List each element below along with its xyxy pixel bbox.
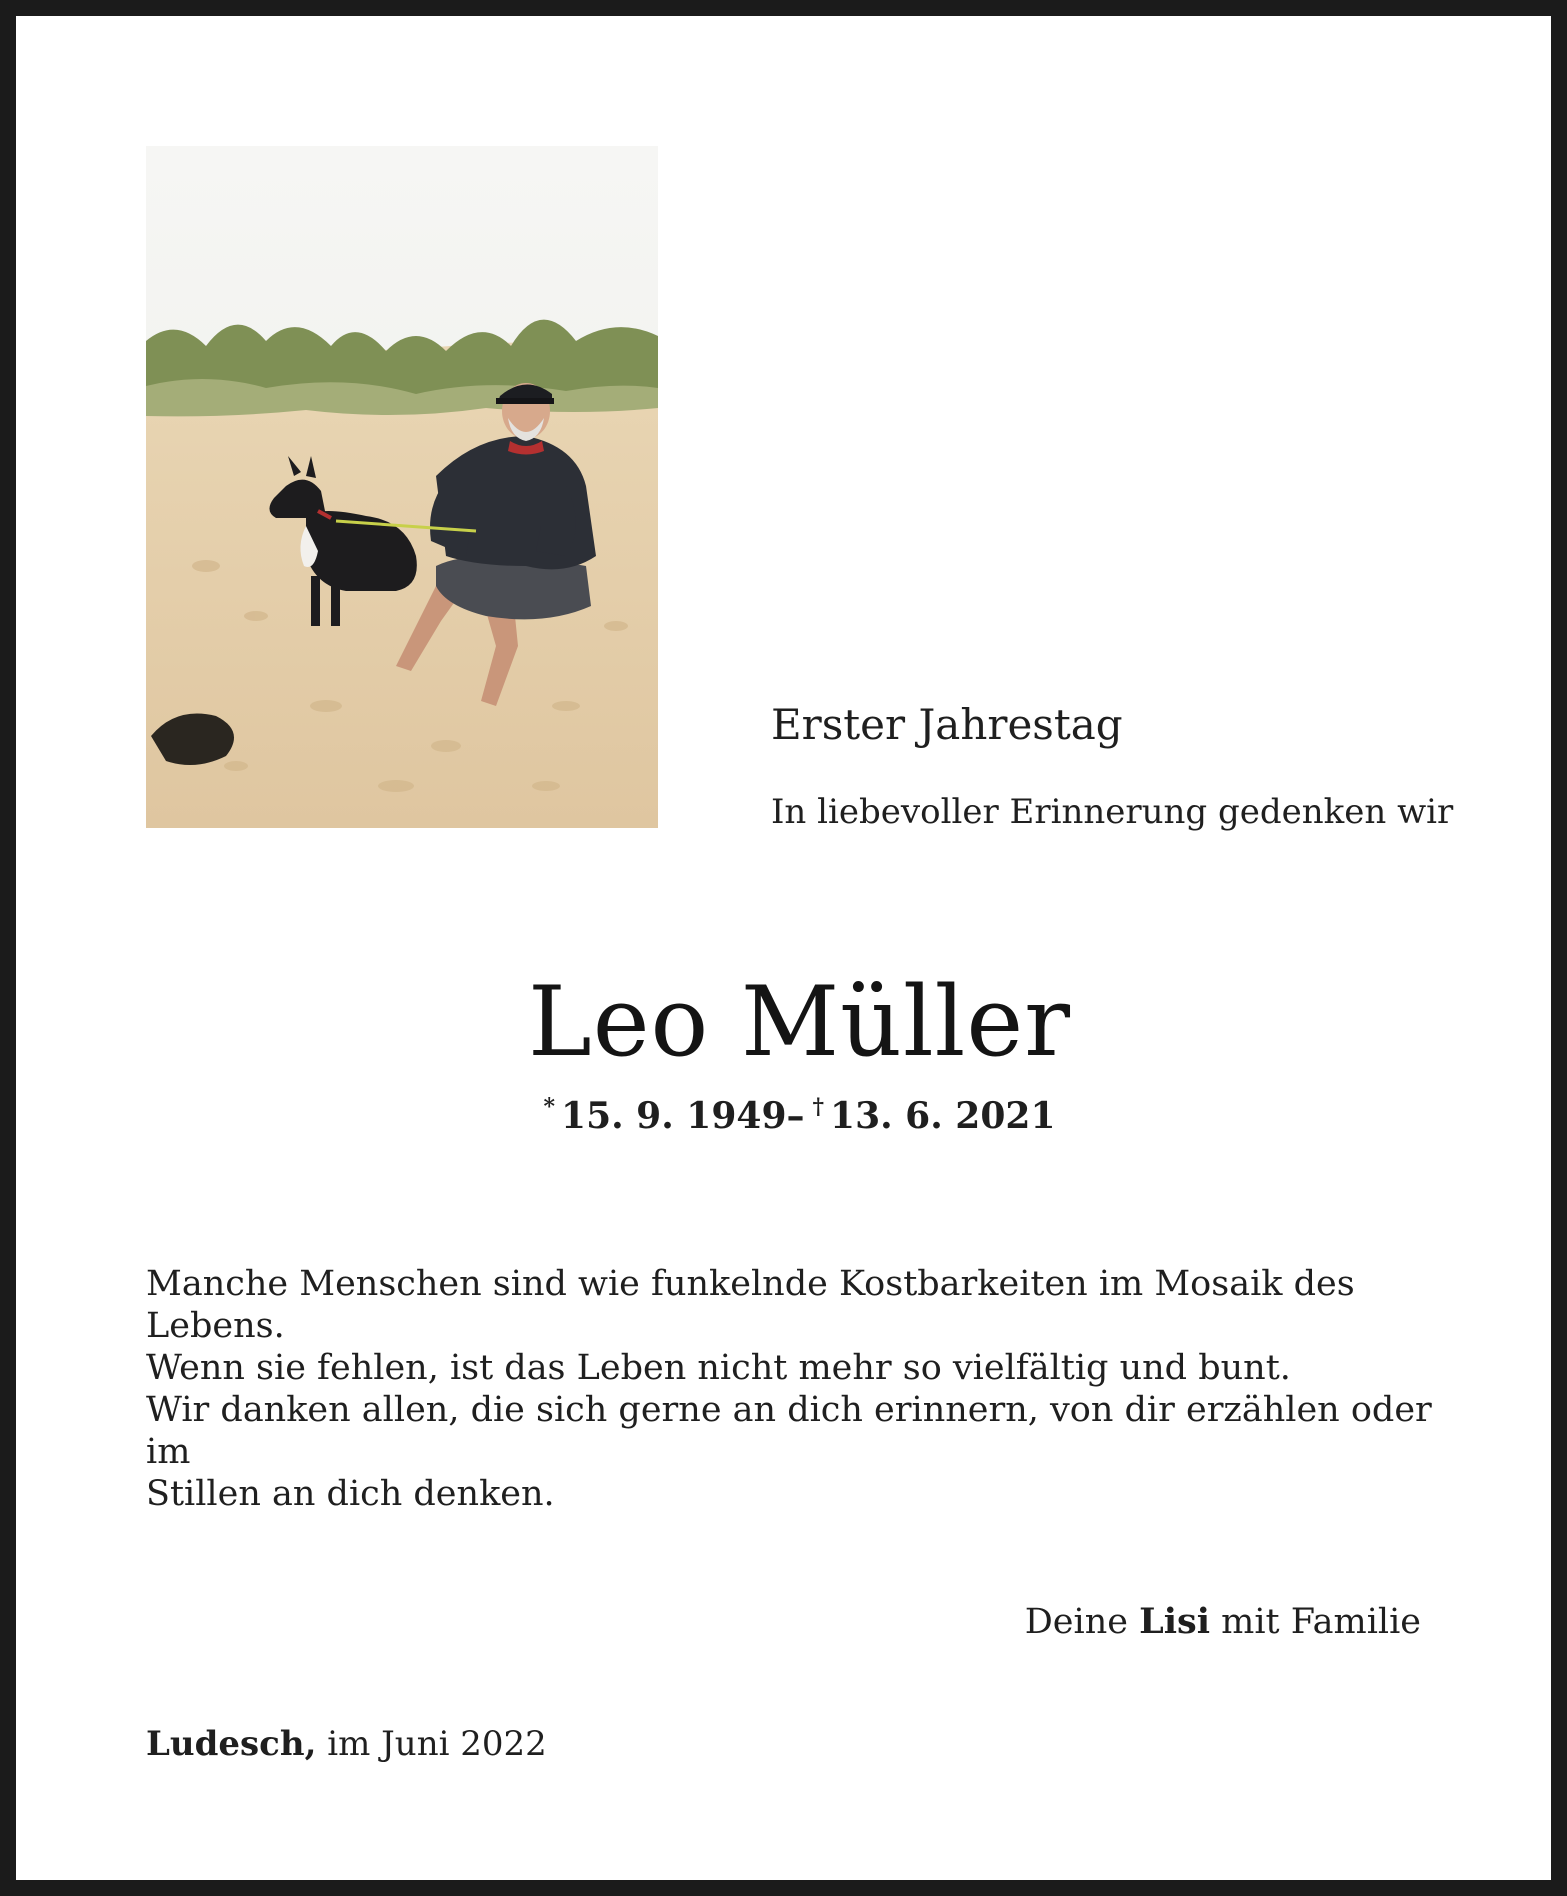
birth-date: 15. 9. 1949 — [561, 1095, 787, 1137]
paragraph-line: Stillen an dich denken. — [146, 1474, 555, 1514]
paragraph-quote — [146, 1263, 1456, 1389]
life-dates — [16, 1094, 1567, 1137]
paragraph-line: Wenn sie fehlen, ist das Leben nicht mehr so vielfältig und bunt. — [146, 1348, 1291, 1388]
paragraph-line: Manche Menschen sind wie funkelnde Kostbarkeiten im Mosaik des Lebens. — [146, 1264, 1355, 1346]
signature-name: Lisi — [1139, 1601, 1211, 1642]
signature-prefix: Deine — [1024, 1602, 1128, 1642]
place-and-date — [146, 1724, 547, 1764]
signature-suffix: mit Familie — [1221, 1602, 1421, 1642]
paragraph-thanks — [146, 1389, 1456, 1515]
intro-line: In liebevoller Erinnerung gedenken wir — [771, 792, 1454, 832]
signature — [1025, 1601, 1421, 1642]
death-cross-symbol: † — [812, 1094, 825, 1120]
paragraph-line: Wir danken allen, die sich gerne an dich erinnern, von dir erzählen oder im — [146, 1390, 1432, 1472]
date-separator: – — [786, 1095, 805, 1137]
memorial-photo — [146, 146, 658, 828]
photo-image — [146, 146, 658, 828]
place-town: Ludesch, — [146, 1724, 317, 1764]
deceased-name: Leo Müller — [527, 966, 1072, 1078]
death-date: 13. 6. 2021 — [830, 1095, 1056, 1137]
place-date: im Juni 2022 — [327, 1724, 547, 1764]
birth-star-symbol: * — [543, 1094, 556, 1120]
occasion-heading: Erster Jahrestag — [771, 700, 1123, 749]
